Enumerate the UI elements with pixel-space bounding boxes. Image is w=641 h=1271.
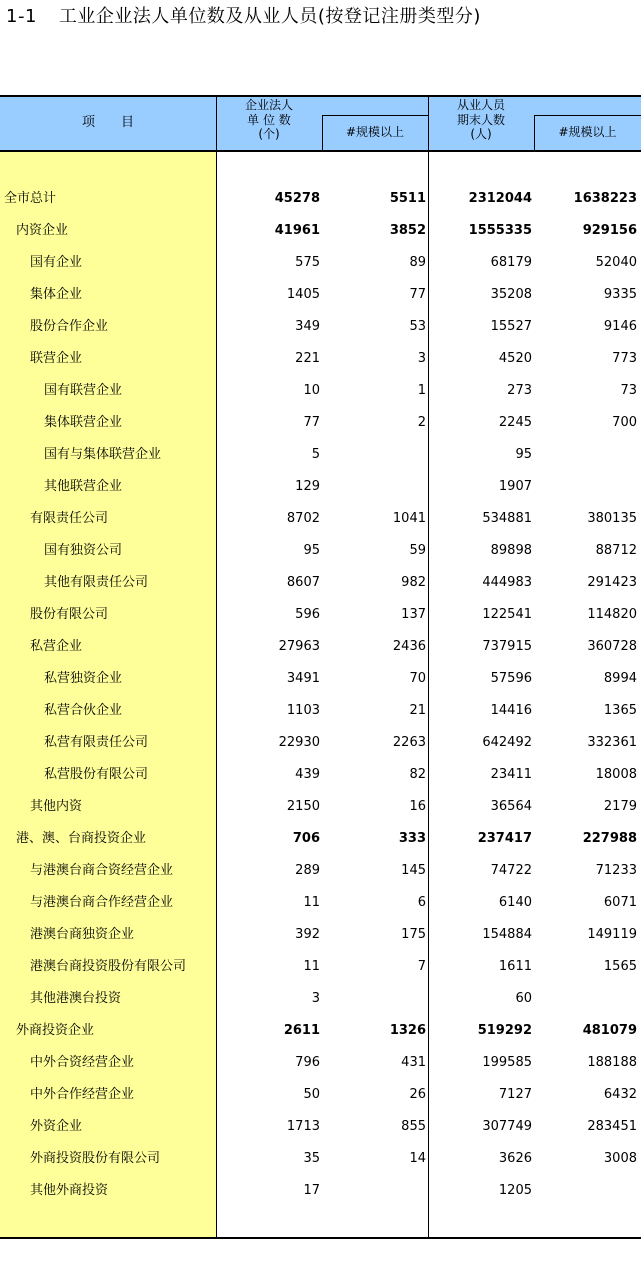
units-above-scale-cell: 855	[401, 1119, 426, 1134]
table-row	[0, 407, 641, 439]
header-units-line2: 单 位 数	[247, 113, 291, 127]
employees-above-scale-cell: 283451	[587, 1119, 637, 1134]
table-row	[0, 1111, 641, 1143]
table-row	[0, 791, 641, 823]
employees-above-scale-cell: 929156	[582, 223, 637, 238]
employees-cell: 23411	[490, 767, 532, 782]
units-cell: 3	[311, 991, 320, 1006]
header-employees-line1: 从业人员	[456, 98, 505, 112]
row-label: 有限责任公司	[30, 511, 109, 526]
units-cell: 5	[311, 447, 320, 462]
units-cell: 349	[295, 319, 320, 334]
employees-cell: 4520	[498, 351, 532, 366]
table-row	[0, 855, 641, 887]
row-label: 与港澳台商合资经营企业	[30, 863, 174, 878]
units-above-scale-cell: 431	[401, 1055, 426, 1070]
table-row	[0, 919, 641, 951]
units-above-scale-cell: 16	[409, 799, 426, 814]
units-above-scale-cell: 82	[409, 767, 426, 782]
units-above-scale-cell: 6	[417, 895, 426, 910]
employees-above-scale-cell: 114820	[587, 607, 637, 622]
employees-above-scale-cell: 6071	[603, 895, 637, 910]
employees-above-scale-cell: 360728	[587, 639, 637, 654]
row-label: 联营企业	[30, 351, 83, 366]
employees-above-scale-cell: 9146	[603, 319, 637, 334]
units-cell: 1405	[286, 287, 320, 302]
units-cell: 11	[303, 895, 320, 910]
employees-above-scale-cell: 2179	[603, 799, 637, 814]
employees-cell: 273	[507, 383, 532, 398]
units-above-scale-cell: 7	[417, 959, 426, 974]
units-above-scale-cell: 26	[409, 1087, 426, 1102]
row-label: 集体企业	[30, 287, 83, 302]
employees-cell: 89898	[490, 543, 532, 558]
row-label: 其他港澳台投资	[30, 991, 122, 1006]
sub-header-line	[322, 115, 428, 116]
row-label: 其他有限责任公司	[44, 575, 149, 590]
table-row	[0, 311, 641, 343]
units-above-scale-cell: 145	[401, 863, 426, 878]
employees-cell: 14416	[490, 703, 532, 718]
employees-above-scale-cell: 1365	[603, 703, 637, 718]
units-above-scale-cell: 77	[409, 287, 426, 302]
units-above-scale-cell: 333	[398, 831, 426, 846]
employees-above-scale-cell: 380135	[587, 511, 637, 526]
row-label: 与港澳台商合作经营企业	[30, 895, 174, 910]
units-above-scale-cell: 14	[409, 1151, 426, 1166]
header-employees-line2: 期末人数	[456, 113, 505, 127]
units-above-scale-cell: 3	[417, 351, 426, 366]
row-label: 其他内资	[30, 799, 83, 814]
employees-cell: 95	[515, 447, 532, 462]
table-bottom-border	[0, 1237, 641, 1239]
header-bottom-border	[0, 150, 641, 152]
units-cell: 45278	[274, 191, 320, 206]
employees-above-scale-cell: 149119	[587, 927, 637, 942]
row-label: 国有企业	[30, 255, 83, 270]
row-label: 国有联营企业	[44, 383, 123, 398]
row-label: 全市总计	[4, 191, 57, 206]
employees-cell: 36564	[490, 799, 532, 814]
employees-cell: 1907	[498, 479, 532, 494]
row-label: 集体联营企业	[44, 415, 123, 430]
units-above-scale-cell: 59	[409, 543, 426, 558]
employees-cell: 737915	[482, 639, 532, 654]
table-row	[0, 535, 641, 567]
table-row	[0, 439, 641, 471]
units-cell: 8702	[286, 511, 320, 526]
employees-above-scale-cell: 9335	[603, 287, 637, 302]
table-row	[0, 599, 641, 631]
units-cell: 22930	[278, 735, 320, 750]
table-title: 工业企业法人单位数及从业人员(按登记注册类型分)	[58, 6, 481, 27]
employees-cell: 35208	[490, 287, 532, 302]
table-row	[0, 567, 641, 599]
employees-above-scale-cell: 6432	[603, 1087, 637, 1102]
employees-cell: 444983	[482, 575, 532, 590]
table-row	[0, 695, 641, 727]
table-row	[0, 375, 641, 407]
row-label: 其他外商投资	[30, 1183, 109, 1198]
table-number: 1-1	[6, 6, 37, 27]
employees-cell: 122541	[482, 607, 532, 622]
table-row	[0, 279, 641, 311]
employees-cell: 199585	[482, 1055, 532, 1070]
units-cell: 2611	[283, 1023, 320, 1038]
units-cell: 27963	[278, 639, 320, 654]
table-row	[0, 887, 641, 919]
table-row	[0, 663, 641, 695]
table-row	[0, 503, 641, 535]
table-row	[0, 1047, 641, 1079]
header-employees-above-scale: #规模以上	[558, 125, 617, 139]
table-row	[0, 631, 641, 663]
header-units-line3: (个)	[258, 127, 280, 141]
employees-cell: 1555335	[468, 223, 532, 238]
units-cell: 8607	[286, 575, 320, 590]
units-cell: 3491	[286, 671, 320, 686]
employees-above-scale-cell: 1638223	[573, 191, 637, 206]
employees-above-scale-cell: 88712	[595, 543, 637, 558]
employees-above-scale-cell: 188188	[587, 1055, 637, 1070]
units-cell: 17	[303, 1183, 320, 1198]
units-above-scale-cell: 70	[409, 671, 426, 686]
units-cell: 1103	[286, 703, 320, 718]
header-employees-line3: (人)	[470, 127, 492, 141]
employees-cell: 642492	[482, 735, 532, 750]
units-above-scale-cell: 3852	[389, 223, 426, 238]
employees-cell: 237417	[477, 831, 532, 846]
header-item: 项 目	[81, 115, 134, 130]
units-cell: 50	[303, 1087, 320, 1102]
employees-cell: 57596	[490, 671, 532, 686]
employees-cell: 7127	[498, 1087, 532, 1102]
units-cell: 11	[303, 959, 320, 974]
table-row	[0, 1015, 641, 1047]
employees-above-scale-cell: 8994	[603, 671, 637, 686]
page-title	[6, 5, 481, 29]
table-row	[0, 951, 641, 983]
employees-above-scale-cell: 52040	[595, 255, 637, 270]
table-row	[0, 759, 641, 791]
table-row	[0, 183, 641, 215]
units-above-scale-cell: 5511	[389, 191, 426, 206]
row-label: 中外合作经营企业	[30, 1087, 135, 1102]
table-row	[0, 247, 641, 279]
units-above-scale-cell: 982	[401, 575, 426, 590]
units-cell: 439	[295, 767, 320, 782]
units-cell: 41961	[274, 223, 320, 238]
units-cell: 706	[292, 831, 320, 846]
units-cell: 95	[303, 543, 320, 558]
table-row	[0, 471, 641, 503]
row-label: 股份合作企业	[30, 319, 109, 334]
table-row	[0, 343, 641, 375]
row-label: 私营有限责任公司	[44, 735, 149, 750]
row-label: 国有独资公司	[44, 543, 123, 558]
units-cell: 129	[295, 479, 320, 494]
header-units-above-scale: #规模以上	[345, 125, 405, 139]
table-row	[0, 215, 641, 247]
employees-above-scale-cell: 71233	[595, 863, 637, 878]
units-cell: 596	[295, 607, 320, 622]
units-above-scale-cell: 2436	[392, 639, 426, 654]
employees-above-scale-cell: 3008	[603, 1151, 637, 1166]
units-above-scale-cell: 2263	[392, 735, 426, 750]
table-row	[0, 983, 641, 1015]
row-label: 外商投资企业	[16, 1023, 95, 1038]
employees-above-scale-cell: 291423	[587, 575, 637, 590]
employees-cell: 307749	[482, 1119, 532, 1134]
units-cell: 796	[295, 1055, 320, 1070]
table-row	[0, 1079, 641, 1111]
units-above-scale-cell: 53	[409, 319, 426, 334]
units-cell: 77	[303, 415, 320, 430]
row-label: 私营独资企业	[44, 671, 123, 686]
row-label: 中外合资经营企业	[30, 1055, 135, 1070]
employees-cell: 154884	[482, 927, 532, 942]
row-label: 外商投资股份有限公司	[30, 1151, 161, 1166]
employees-cell: 6140	[498, 895, 532, 910]
employees-cell: 1205	[498, 1183, 532, 1198]
employees-cell: 74722	[490, 863, 532, 878]
employees-above-scale-cell: 227988	[582, 831, 637, 846]
row-label: 私营股份有限公司	[44, 767, 149, 782]
employees-above-scale-cell: 18008	[595, 767, 637, 782]
table-top-border	[0, 95, 641, 97]
units-cell: 1713	[286, 1119, 320, 1134]
units-cell: 575	[295, 255, 320, 270]
header-units-line1: 企业法人	[244, 98, 293, 112]
row-label: 私营合伙企业	[44, 703, 123, 718]
row-label: 内资企业	[16, 223, 69, 238]
units-above-scale-cell: 137	[401, 607, 426, 622]
units-cell: 289	[295, 863, 320, 878]
employees-cell: 3626	[498, 1151, 532, 1166]
units-cell: 2150	[286, 799, 320, 814]
table-row	[0, 1175, 641, 1207]
table-row	[0, 1143, 641, 1175]
table-row	[0, 823, 641, 855]
row-label: 港、澳、台商投资企业	[16, 831, 147, 846]
employees-above-scale-cell: 1565	[603, 959, 637, 974]
row-label: 其他联营企业	[44, 479, 123, 494]
units-above-scale-cell: 89	[409, 255, 426, 270]
row-label: 港澳台商独资企业	[30, 927, 135, 942]
table-row	[0, 727, 641, 759]
employees-cell: 519292	[477, 1023, 532, 1038]
employees-cell: 2312044	[468, 191, 532, 206]
units-above-scale-cell: 1326	[389, 1023, 426, 1038]
employees-above-scale-cell: 481079	[582, 1023, 637, 1038]
row-label: 国有与集体联营企业	[44, 447, 162, 462]
employees-cell: 1611	[498, 959, 532, 974]
employees-cell: 15527	[490, 319, 532, 334]
units-cell: 221	[295, 351, 320, 366]
row-label: 股份有限公司	[30, 607, 109, 622]
employees-cell: 534881	[482, 511, 532, 526]
employees-cell: 68179	[490, 255, 532, 270]
units-above-scale-cell: 2	[417, 415, 426, 430]
employees-above-scale-cell: 773	[612, 351, 637, 366]
units-above-scale-cell: 21	[409, 703, 426, 718]
units-above-scale-cell: 1041	[392, 511, 426, 526]
employees-above-scale-cell: 332361	[587, 735, 637, 750]
row-label: 私营企业	[30, 639, 83, 654]
employees-cell: 2245	[498, 415, 532, 430]
employees-above-scale-cell: 73	[620, 383, 637, 398]
units-above-scale-cell: 175	[401, 927, 426, 942]
row-label: 港澳台商投资股份有限公司	[30, 959, 187, 974]
units-above-scale-cell: 1	[417, 383, 426, 398]
units-cell: 10	[303, 383, 320, 398]
units-cell: 392	[295, 927, 320, 942]
employees-cell: 60	[515, 991, 532, 1006]
employees-above-scale-cell: 700	[612, 415, 637, 430]
units-cell: 35	[303, 1151, 320, 1166]
row-label: 外资企业	[30, 1119, 83, 1134]
sub-header-line	[534, 115, 641, 116]
